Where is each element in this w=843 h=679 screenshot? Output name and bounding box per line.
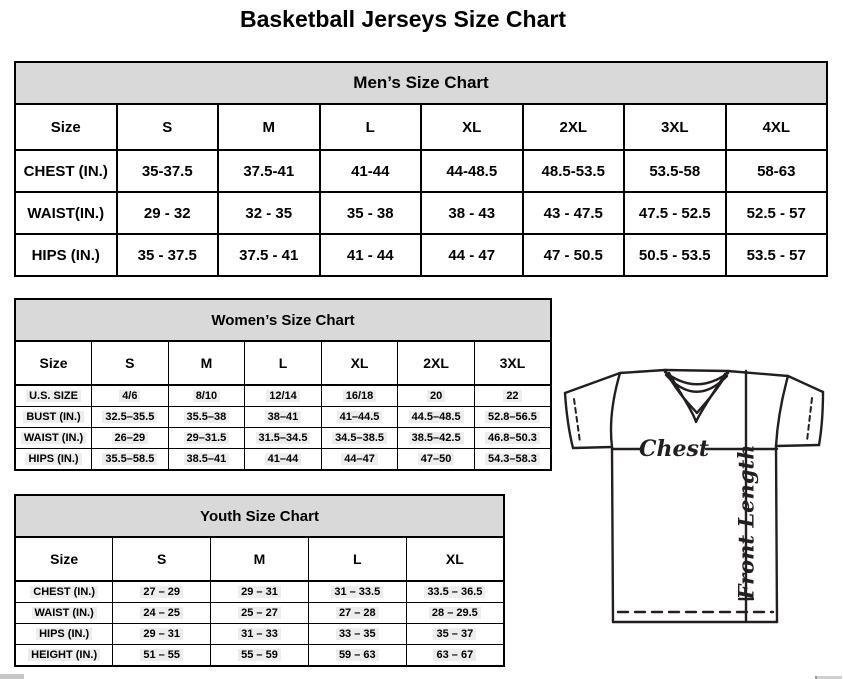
column-header: M <box>218 104 320 150</box>
column-header: XL <box>321 341 398 385</box>
size-value: 27 – 29 <box>113 581 211 603</box>
size-value: 29 - 32 <box>117 192 219 234</box>
column-header: XL <box>406 537 504 581</box>
size-value: 12/14 <box>245 385 322 407</box>
column-header: L <box>308 537 406 581</box>
size-value: 4/6 <box>92 385 169 407</box>
size-value: 38.5–42.5 <box>398 428 475 449</box>
column-header: Size <box>15 341 92 385</box>
size-value: 37.5-41 <box>218 150 320 192</box>
size-value: 48.5-53.5 <box>523 150 625 192</box>
size-value: 33 – 35 <box>308 624 406 645</box>
size-value: 47.5 - 52.5 <box>624 192 726 234</box>
youth-size-table <box>14 494 505 667</box>
column-header: M <box>168 341 245 385</box>
column-header: S <box>92 341 169 385</box>
size-value: 35 - 37.5 <box>117 234 219 276</box>
size-value: 8/10 <box>168 385 245 407</box>
size-value: 41–44.5 <box>321 407 398 428</box>
size-value: 44.5–48.5 <box>398 407 475 428</box>
size-value: 63 – 67 <box>406 645 504 667</box>
scrollbar-fragment-left[interactable] <box>0 674 24 679</box>
column-header: XL <box>421 104 523 150</box>
size-value: 20 <box>398 385 475 407</box>
size-value: 51 – 55 <box>113 645 211 667</box>
size-value: 33.5 – 36.5 <box>406 581 504 603</box>
row-label: WAIST(IN.) <box>15 192 117 234</box>
jersey-measurement-diagram <box>556 362 842 662</box>
size-value: 35-37.5 <box>117 150 219 192</box>
size-value: 38.5–41 <box>168 449 245 471</box>
column-header: L <box>320 104 422 150</box>
size-value: 52.8–56.5 <box>474 407 551 428</box>
row-label: WAIST (IN.) <box>15 603 113 624</box>
size-value: 53.5-58 <box>624 150 726 192</box>
size-value: 34.5–38.5 <box>321 428 398 449</box>
column-header: Size <box>15 537 113 581</box>
size-value: 35 – 37 <box>406 624 504 645</box>
size-value: 31 – 33 <box>211 624 309 645</box>
front-length-label: Front Length <box>733 444 759 600</box>
table-title: Women’s Size Chart <box>15 299 551 341</box>
size-value: 22 <box>474 385 551 407</box>
row-label: HIPS (IN.) <box>15 234 117 276</box>
size-value: 59 – 63 <box>308 645 406 667</box>
column-header: 2XL <box>523 104 625 150</box>
column-header: S <box>113 537 211 581</box>
row-label: HEIGHT (IN.) <box>15 645 113 667</box>
size-value: 24 – 25 <box>113 603 211 624</box>
size-value: 29–31.5 <box>168 428 245 449</box>
size-value: 37.5 - 41 <box>218 234 320 276</box>
size-value: 28 – 29.5 <box>406 603 504 624</box>
page-title: Basketball Jerseys Size Chart <box>239 6 566 32</box>
column-header: S <box>117 104 219 150</box>
row-label: HIPS (IN.) <box>15 449 92 471</box>
row-label: CHEST (IN.) <box>15 581 113 603</box>
size-value: 58-63 <box>726 150 828 192</box>
size-value: 54.3–58.3 <box>474 449 551 471</box>
row-label: HIPS (IN.) <box>15 624 113 645</box>
size-value: 41-44 <box>320 150 422 192</box>
size-value: 38–41 <box>245 407 322 428</box>
size-value: 47–50 <box>398 449 475 471</box>
row-label: WAIST (IN.) <box>15 428 92 449</box>
size-value: 31.5–34.5 <box>245 428 322 449</box>
table-title: Men’s Size Chart <box>15 62 827 104</box>
chest-label: Chest <box>638 436 710 462</box>
size-value: 53.5 - 57 <box>726 234 828 276</box>
column-header: 4XL <box>726 104 828 150</box>
jersey-outline <box>620 370 665 373</box>
column-header: 3XL <box>474 341 551 385</box>
row-label: CHEST (IN.) <box>15 150 117 192</box>
size-value: 29 – 31 <box>211 581 309 603</box>
table-title: Youth Size Chart <box>15 495 504 537</box>
size-value: 44–47 <box>321 449 398 471</box>
size-value: 44-48.5 <box>421 150 523 192</box>
womens-size-table <box>14 298 552 471</box>
size-value: 47 - 50.5 <box>523 234 625 276</box>
size-value: 35.5–58.5 <box>92 449 169 471</box>
size-value: 55 – 59 <box>211 645 309 667</box>
column-header: Size <box>15 104 117 150</box>
size-value: 35 - 38 <box>320 192 422 234</box>
size-value: 41 - 44 <box>320 234 422 276</box>
size-value: 16/18 <box>321 385 398 407</box>
column-header: L <box>245 341 322 385</box>
collar <box>665 370 728 371</box>
mens-size-table <box>14 61 828 277</box>
row-label: BUST (IN.) <box>15 407 92 428</box>
size-value: 25 – 27 <box>211 603 309 624</box>
column-header: 2XL <box>398 341 475 385</box>
size-value: 44 - 47 <box>421 234 523 276</box>
size-value: 50.5 - 53.5 <box>624 234 726 276</box>
size-value: 38 - 43 <box>421 192 523 234</box>
size-value: 46.8–50.3 <box>474 428 551 449</box>
sleeve-dashed-line <box>807 398 812 441</box>
column-header: M <box>211 537 309 581</box>
size-value: 35.5–38 <box>168 407 245 428</box>
sleeve-dashed-line <box>574 399 580 442</box>
size-value: 43 - 47.5 <box>523 192 625 234</box>
size-value: 26–29 <box>92 428 169 449</box>
size-value: 31 – 33.5 <box>308 581 406 603</box>
size-value: 32 - 35 <box>218 192 320 234</box>
size-value: 41–44 <box>245 449 322 471</box>
size-value: 32.5–35.5 <box>92 407 169 428</box>
size-value: 27 – 28 <box>308 603 406 624</box>
row-label: U.S. SIZE <box>15 385 92 407</box>
column-header: 3XL <box>624 104 726 150</box>
size-value: 29 – 31 <box>113 624 211 645</box>
size-value: 52.5 - 57 <box>726 192 828 234</box>
